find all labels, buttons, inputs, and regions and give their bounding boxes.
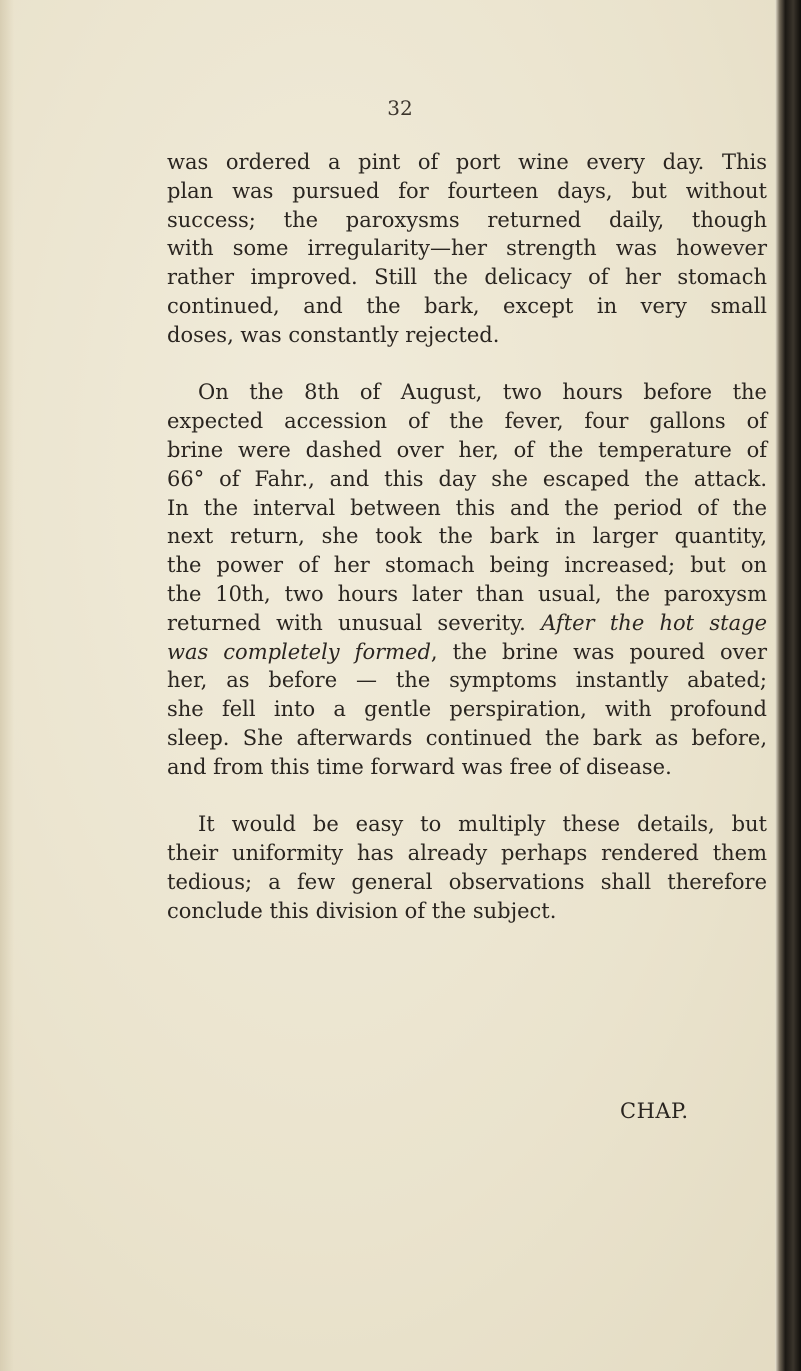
paragraph-2 bbox=[167, 378, 767, 781]
paragraph-1 bbox=[167, 148, 767, 350]
body-text bbox=[167, 148, 767, 926]
text-line: 66° of Fahr., and this day she escaped the attack. bbox=[167, 466, 767, 491]
text-line: her, as before — the symptoms instantly abated; bbox=[167, 668, 767, 693]
text-line: she fell into a gentle perspiration, with profound bbox=[167, 697, 767, 722]
text-line-italic-tail: returned with unusual severity. After the hot stage bbox=[167, 610, 767, 635]
text-line: and from this time forward was free of disease. bbox=[167, 754, 672, 779]
text-line-italic-head: was completely formed, the brine was poured over bbox=[167, 639, 767, 664]
text-line: the 10th, two hours later than usual, the paroxysm bbox=[167, 581, 767, 606]
text-line: It would be easy to multiply these details, but bbox=[198, 812, 767, 837]
paragraph-gap bbox=[167, 350, 767, 379]
text-line: plan was pursued for fourteen days, but without bbox=[167, 178, 767, 203]
text-line: On the 8th of August, two hours before the bbox=[198, 380, 767, 405]
text-line: rather improved. Still the delicacy of her stomach bbox=[167, 265, 767, 290]
page-number: 32 bbox=[387, 96, 413, 120]
text-line: tedious; a few general observations shall therefore bbox=[167, 869, 767, 894]
text-line: conclude this division of the subject. bbox=[167, 898, 557, 923]
text-line: brine were dashed over her, of the temperature of bbox=[167, 437, 767, 462]
text-line: the power of her stomach being increased; but on bbox=[167, 553, 767, 578]
text-line: In the interval between this and the period of the bbox=[167, 495, 767, 520]
paragraph-3 bbox=[167, 810, 767, 925]
text-line: success; the paroxysms returned daily, though bbox=[167, 207, 767, 232]
paragraph-gap bbox=[167, 782, 767, 811]
text-line: next return, she took the bark in larger quantity, bbox=[167, 524, 767, 549]
text-line: sleep. She afterwards continued the bark as before, bbox=[167, 725, 767, 750]
catchword: CHAP. bbox=[620, 1099, 689, 1123]
text-line: was ordered a pint of port wine every day. This bbox=[167, 150, 767, 174]
book-spine-edge bbox=[775, 0, 801, 1371]
text-line: with some irregularity—her strength was however bbox=[167, 236, 767, 261]
text-line: continued, and the bark, except in very small bbox=[167, 293, 767, 318]
text-line: their uniformity has already perhaps rendered them bbox=[167, 841, 767, 866]
text-line: doses, was constantly rejected. bbox=[167, 322, 500, 347]
page-gutter-shadow bbox=[0, 0, 14, 1371]
text-line: expected accession of the fever, four gallons of bbox=[167, 409, 767, 434]
